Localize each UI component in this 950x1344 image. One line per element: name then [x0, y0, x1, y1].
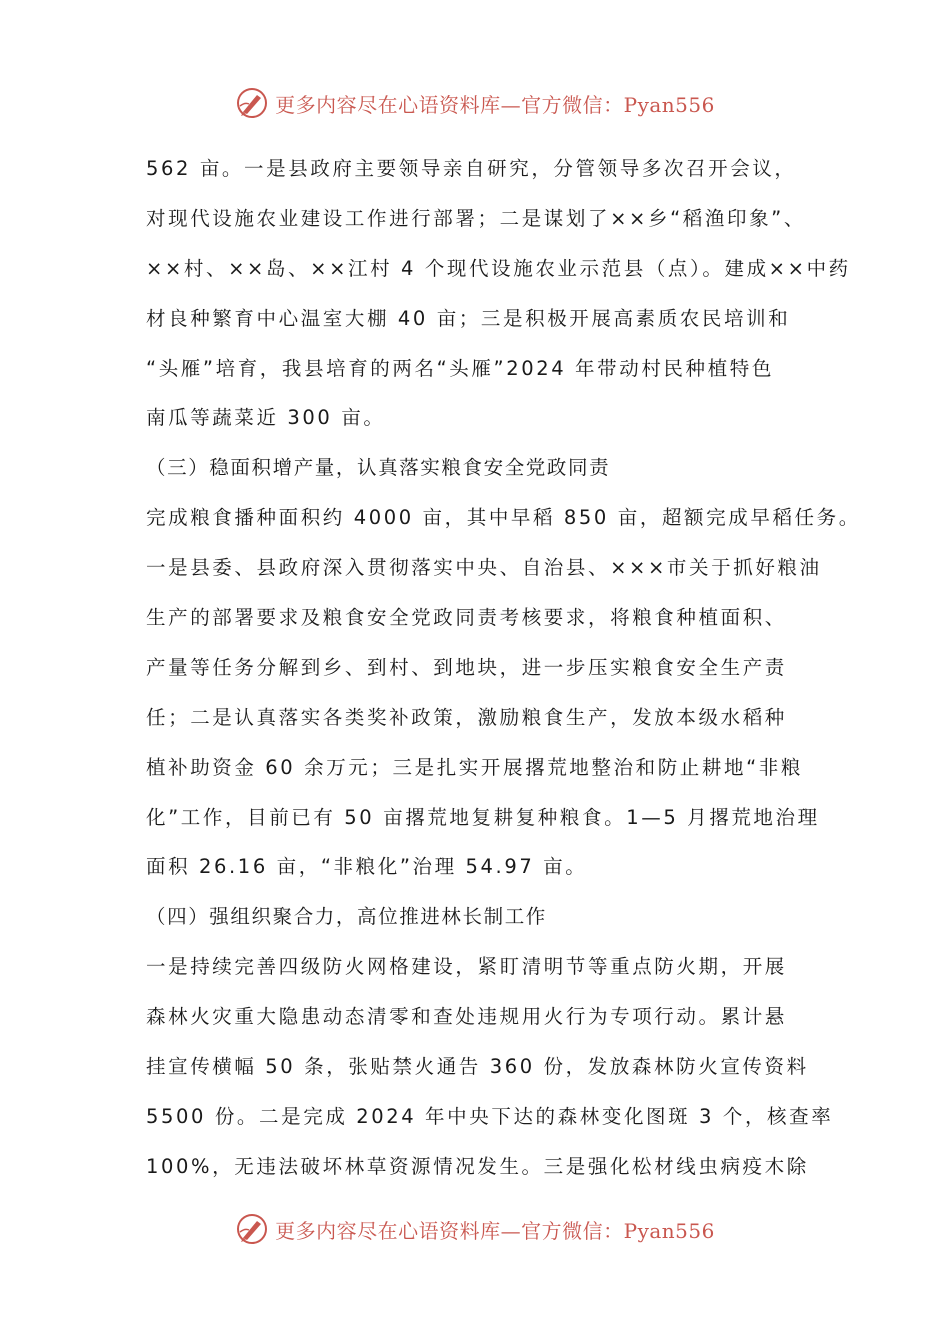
body-line: 森林火灾重大隐患动态清零和查处违规用火行为专项行动。累计悬 [146, 1005, 787, 1029]
footer-watermark [0, 1209, 950, 1249]
body-line: 5500 份。二是完成 2024 年中央下达的森林变化图斑 3 个，核查率 [146, 1104, 834, 1128]
header-watermark [0, 83, 950, 123]
pen-logo-icon [235, 86, 269, 120]
body-line: 生产的部署要求及粮食安全党政同责考核要求，将粮食种植面积、 [146, 606, 787, 630]
body-line: 植补助资金 60 余万元；三是扎实开展撂荒地整治和防止耕地“非粮 [146, 755, 804, 779]
body-line: 面积 26.16 亩，“非粮化”治理 54.97 亩。 [146, 855, 588, 879]
watermark-text: 更多内容尽在心语资料库—官方微信：Pyan556 [275, 1218, 715, 1243]
body-line: 挂宣传横幅 50 条，张贴禁火通告 360 份，发放森林防火宣传资料 [146, 1055, 809, 1079]
body-line: 一是县委、县政府深入贯彻落实中央、自治县、×××市关于抓好粮油 [146, 556, 822, 580]
section-heading: （三）稳面积增产量，认真落实粮食安全党政同责 [146, 456, 611, 480]
body-line: 化”工作，目前已有 50 亩撂荒地复耕复种粮食。1—5 月撂荒地治理 [146, 805, 820, 829]
pen-logo-icon [235, 1212, 269, 1246]
body-line: 南瓜等蔬菜近 300 亩。 [146, 406, 386, 430]
body-line: 产量等任务分解到乡、到村、到地块，进一步压实粮食安全生产责 [146, 655, 787, 679]
body-line: 对现代设施农业建设工作进行部署；二是谋划了××乡“稻渔印象”、 [146, 206, 806, 230]
body-line: 一是持续完善四级防火网格建设，紧盯清明节等重点防火期，开展 [146, 955, 787, 979]
watermark-text: 更多内容尽在心语资料库—官方微信：Pyan556 [275, 92, 715, 117]
body-line: 任；二是认真落实各类奖补政策，激励粮食生产，发放本级水稻种 [146, 705, 787, 729]
body-line: 完成粮食播种面积约 4000 亩，其中早稻 850 亩，超额完成早稻任务。 [146, 506, 861, 530]
document-body [146, 144, 861, 1192]
body-line: 材良种繁育中心温室大棚 40 亩；三是积极开展高素质农民培训和 [146, 306, 791, 330]
section-heading: （四）强组织聚合力，高位推进林长制工作 [146, 905, 547, 929]
body-line: 100%，无违法破坏林草资源情况发生。三是强化松材线虫病疫木除 [146, 1154, 809, 1178]
body-line: “头雁”培育，我县培育的两名“头雁”2024 年带动村民种植特色 [146, 356, 774, 380]
body-line: 562 亩。一是县政府主要领导亲自研究，分管领导多次召开会议， [146, 157, 797, 180]
body-line: ××村、××岛、××江村 4 个现代设施农业示范县（点）。建成××中药 [146, 256, 851, 280]
